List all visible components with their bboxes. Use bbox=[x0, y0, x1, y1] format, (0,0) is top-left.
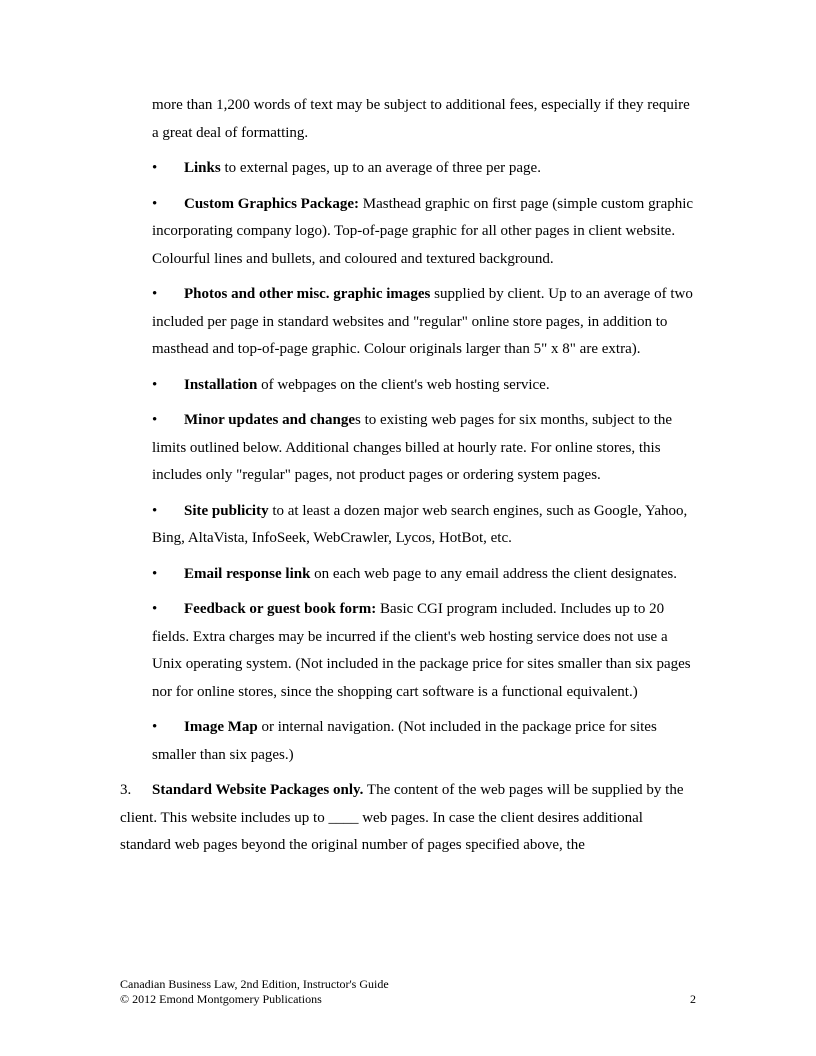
page-number: 2 bbox=[690, 992, 696, 1006]
section-number: 3. bbox=[120, 782, 132, 798]
bullet-heading: Minor updates and change bbox=[184, 412, 356, 428]
bullet-text: supplied by client. Up to an average of two included per page in standard websites and "regular" online store pages, in addition to masthead and top-of-page graphic. Colour originals larger than 5" x 8" are extra). bbox=[152, 286, 693, 357]
bullet-item bbox=[120, 498, 696, 553]
footer-book-title: Canadian Business Law, 2nd Edition, Instructor's Guide bbox=[120, 977, 389, 991]
bullet-content bbox=[152, 281, 696, 364]
document-body bbox=[120, 92, 696, 860]
section-3-text: The content of the web pages will be supplied by the client. This website includes up to ____ web pages. In case the client desires additional standard web pages beyond the original number of pages specified above, the bbox=[120, 782, 684, 853]
bullet-item bbox=[120, 155, 696, 183]
bullet-text: Basic CGI program included. Includes up to 20 fields. Extra charges may be incurred if the client's web hosting service does not use a Unix operating system. (Not included in the package price for sites smaller than six pages nor for online stores, since the shopping cart software is a functional equivalent.) bbox=[152, 601, 691, 700]
bullet-glyph: • bbox=[152, 719, 158, 735]
bullet-glyph: • bbox=[152, 376, 158, 393]
bullet-content bbox=[152, 596, 696, 706]
section-3-heading: Standard Website Packages only. bbox=[152, 782, 364, 798]
bullet-heading: Email response link bbox=[184, 565, 311, 582]
bullet-text: or internal navigation. (Not included in the package price for sites smaller than six pages.) bbox=[152, 719, 657, 763]
bullet-item bbox=[120, 407, 696, 490]
bullet-item bbox=[120, 191, 696, 274]
bullet-glyph: • bbox=[152, 286, 158, 302]
bullet-item bbox=[120, 596, 696, 706]
bullet-heading: Links bbox=[184, 160, 221, 176]
bullet-item bbox=[120, 561, 696, 589]
bullet-text: of webpages on the client's web hosting service. bbox=[257, 376, 550, 393]
bullet-text: Masthead graphic on first page (simple custom graphic incorporating company logo). Top-of-page graphic for all other pages in client website. Colourful lines and bullets, and coloured and textured background. bbox=[152, 195, 694, 267]
bullet-heading: Photos and other misc. graphic images bbox=[184, 286, 431, 302]
bullet-content bbox=[152, 714, 696, 769]
bullet-item bbox=[120, 281, 696, 364]
bullet-content bbox=[152, 191, 696, 274]
continuation-paragraph: more than 1,200 words of text may be subject to additional fees, especially if they require a great deal of formatting. bbox=[152, 97, 690, 141]
footer-copyright: © 2012 Emond Montgomery Publications bbox=[120, 992, 322, 1006]
bullet-heading: Site publicity bbox=[184, 502, 269, 519]
bullet-heading: Image Map bbox=[184, 719, 258, 735]
bullet-heading: Installation bbox=[184, 376, 258, 393]
bullet-glyph: • bbox=[152, 502, 158, 519]
bullet-glyph: • bbox=[152, 195, 158, 212]
bullet-glyph: • bbox=[152, 601, 158, 617]
section-3-paragraph bbox=[120, 777, 696, 860]
bullet-glyph: • bbox=[152, 160, 158, 176]
bullet-content bbox=[152, 561, 696, 589]
bullet-text: s to existing web pages for six months, subject to the limits outlined below. Additional changes billed at hourly rate. For online stores, this includes only "regular" pages, not product pages or ordering system pages. bbox=[152, 412, 673, 483]
bullet-glyph: • bbox=[152, 565, 158, 582]
bullet-heading: Feedback or guest book form: bbox=[184, 601, 377, 617]
bullet-list bbox=[120, 155, 696, 769]
bullet-item bbox=[120, 372, 696, 400]
bullet-content bbox=[152, 407, 696, 490]
page-footer bbox=[120, 977, 696, 1007]
bullet-text: on each web page to any email address the client designates. bbox=[310, 565, 677, 582]
bullet-content bbox=[152, 498, 696, 553]
bullet-content bbox=[152, 155, 696, 183]
bullet-content bbox=[152, 372, 696, 400]
bullet-glyph: • bbox=[152, 412, 158, 428]
bullet-heading: Custom Graphics Package: bbox=[184, 195, 359, 212]
bullet-item bbox=[120, 714, 696, 769]
bullet-text: to external pages, up to an average of three per page. bbox=[220, 160, 541, 176]
bullet-text: to at least a dozen major web search engines, such as Google, Yahoo, Bing, AltaVista, InfoSeek, WebCrawler, Lycos, HotBot, etc. bbox=[152, 502, 688, 546]
